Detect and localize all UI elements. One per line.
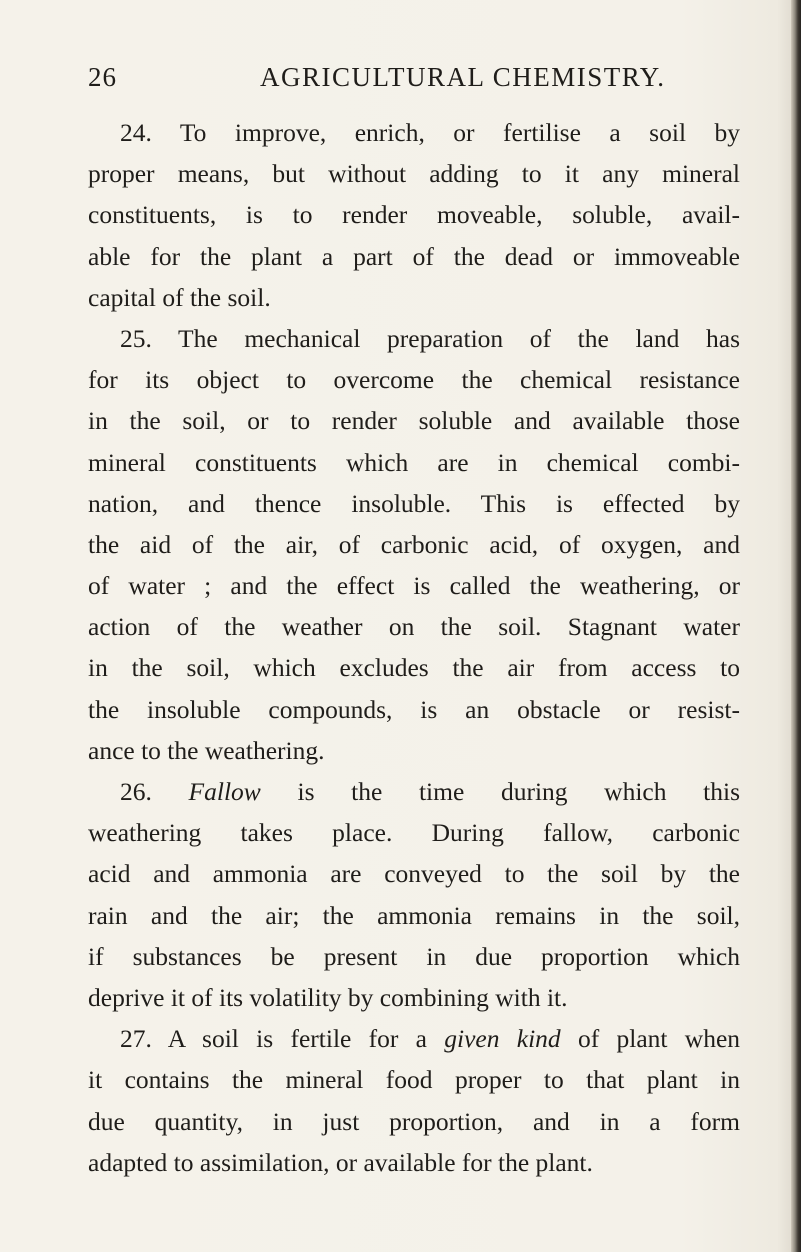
text-line: adapted to assimilation, or available for the plant. [88, 1147, 593, 1177]
text-line: it contains the mineral food proper to that plant in [88, 1065, 740, 1095]
text-fragment: is the time during which this [297, 777, 740, 806]
text-line: able for the plant a part of the dead or immoveable [88, 241, 740, 271]
page-number: 26 [88, 62, 117, 92]
text-line: deprive it of its volatility by combining with it. [88, 982, 568, 1012]
text-line: of water ; and the effect is called the weathering, or [88, 571, 740, 601]
text-line: mineral constituents which are in chemical combi- [88, 447, 740, 477]
paragraph-27 [88, 1018, 740, 1183]
running-title: AGRICULTURAL CHEMISTRY. [260, 62, 666, 92]
italic-phrase-given-kind: given kind [444, 1024, 561, 1054]
text-line: the aid of the air, of carbonic acid, of oxygen, and [88, 529, 740, 559]
text-line: in the soil, which excludes the air from access to [88, 653, 740, 683]
text-line: for its object to overcome the chemical resistance [88, 365, 740, 395]
paragraph-number: 26. [120, 777, 152, 806]
text-line: nation, and thence insoluble. This is effected by [88, 488, 740, 518]
text-line: 25. The mechanical preparation of the land has [120, 323, 740, 353]
text-line: 24. To improve, enrich, or fertilise a soil by [120, 118, 740, 147]
paragraph-26 [88, 771, 740, 1018]
text-line: action of the weather on the soil. Stagnant water [88, 612, 740, 642]
text-line: acid and ammonia are conveyed to the soil by the [88, 859, 740, 889]
text-line [88, 1018, 740, 1059]
text-line: rain and the air; the ammonia remains in the soil, [88, 900, 740, 930]
text-line: in the soil, or to render soluble and available those [88, 406, 740, 436]
text-fragment: 27. A soil is fertile for a [120, 1024, 427, 1054]
paragraph-25 [88, 318, 740, 771]
page-edge-shadow [791, 0, 801, 1252]
text-line: capital of the soil. [88, 282, 271, 312]
text-line: proper means, but without adding to it any mineral [88, 159, 740, 189]
text-line: due quantity, in just proportion, and in a form [88, 1106, 740, 1136]
text-line: if substances be present in due proportion which [88, 941, 740, 971]
text-line: constituents, is to render moveable, soluble, avail- [88, 200, 740, 230]
page-header [88, 62, 708, 98]
text-line: weathering takes place. During fallow, carbonic [88, 818, 740, 848]
italic-term-fallow: Fallow [188, 777, 261, 806]
text-fragment: of plant when [577, 1024, 740, 1054]
body-text [88, 112, 740, 1183]
paragraph-24 [88, 112, 740, 318]
text-line: ance to the weathering. [88, 735, 325, 765]
text-line: the insoluble compounds, is an obstacle or resist- [88, 694, 740, 724]
text-line [88, 771, 740, 812]
